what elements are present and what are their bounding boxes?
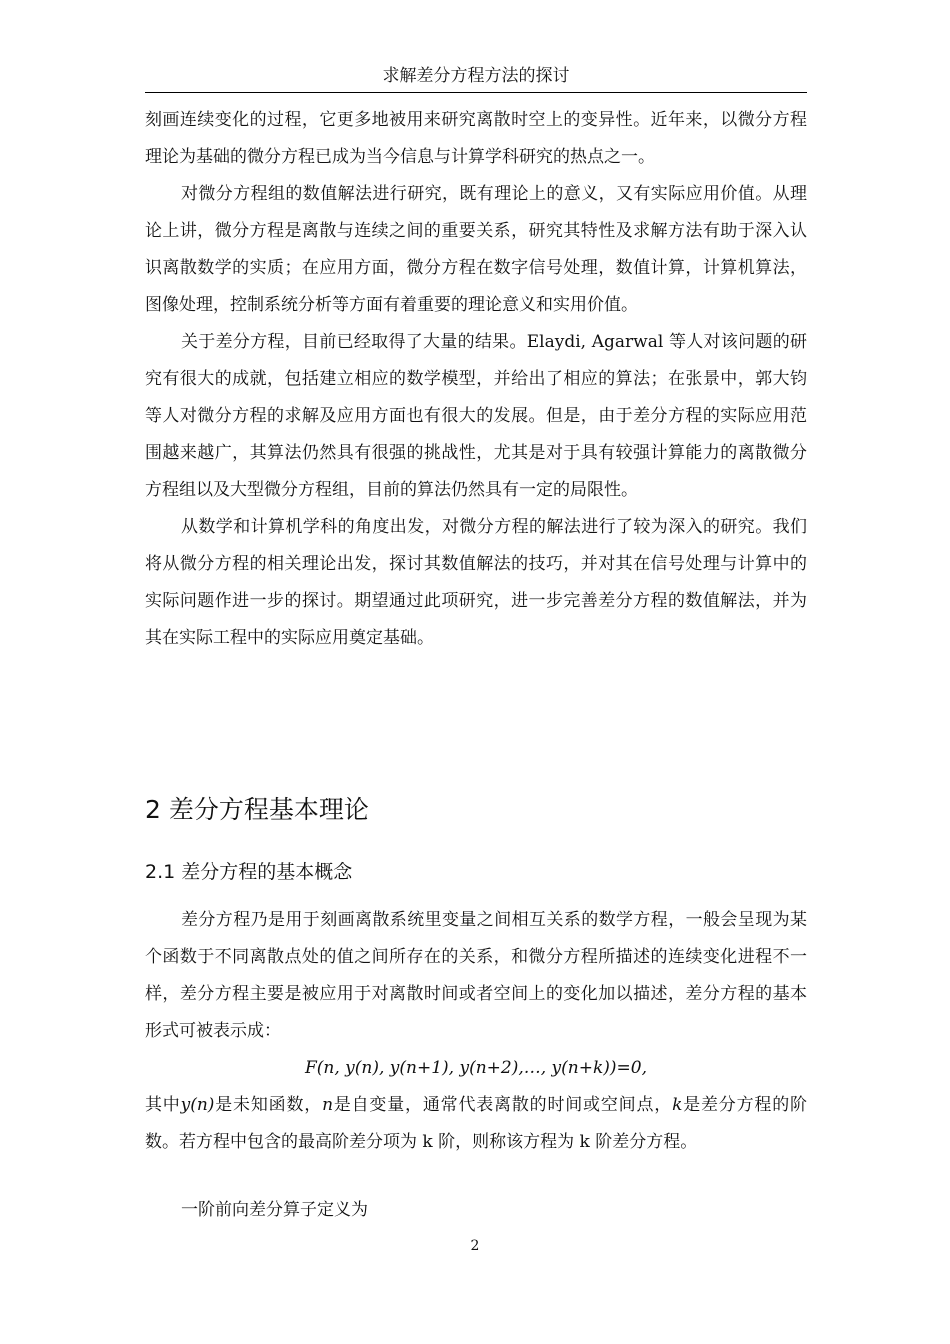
concept-p2-pre: 其中 xyxy=(145,1095,181,1115)
math-k: k xyxy=(672,1095,683,1115)
running-header xyxy=(145,62,807,93)
concept-paragraph-3: 一阶前向差分算子定义为 xyxy=(181,1200,368,1220)
intro-section xyxy=(145,102,807,657)
concept-section xyxy=(145,902,807,1229)
intro-paragraph-3: 关于差分方程，目前已经取得了大量的结果。Elaydi, Agarwal 等人对该问题的研究有很大的成就，包括建立相应的数学模型，并给出了相应的算法；在张景中，郭大钧等人对微分方程的求解及应用方面也有很大的发展。但是，由于差分方程的实际应用范围越来越广，其算法仍然具有很强的挑战性，尤其是对于具有较强计算能力的离散微分方程组以及大型微分方程组，目前的算法仍然具有一定的局限性。 xyxy=(145,332,807,500)
math-y-n: y(n) xyxy=(180,1095,215,1115)
subsection-heading: 2.1 差分方程的基本概念 xyxy=(145,861,353,883)
concept-p2-post: 是差分方程的阶数。若方程中包含的最高阶差分项为 k 阶，则称该方程为 k 阶差分方程。 xyxy=(145,1095,808,1152)
header-title: 求解差分方程方法的探讨 xyxy=(382,66,570,86)
intro-paragraph-4: 从数学和计算机学科的角度出发，对微分方程的解法进行了较为深入的研究。我们将从微分方程的相关理论出发，探讨其数值解法的技巧，并对其在信号处理与计算中的实际问题作进一步的探讨。期望通过此项研究，进一步完善差分方程的数值解法，并为其在实际工程中的实际应用奠定基础。 xyxy=(145,517,807,648)
math-n: n xyxy=(322,1095,334,1115)
page-number: 2 xyxy=(470,1238,480,1254)
concept-p2-mid1: 是未知函数， xyxy=(214,1095,323,1115)
section-heading: 2 差分方程基本理论 xyxy=(145,795,369,824)
intro-paragraph-1: 刻画连续变化的过程，它更多地被用来研究离散时空上的变异性。近年来，以微分方程理论为基础的微分方程已成为当今信息与计算学科研究的热点之一。 xyxy=(145,110,807,167)
concept-p2-mid2: 是自变量，通常代表离散的时间或空间点， xyxy=(333,1095,673,1115)
concept-paragraph-1: 差分方程乃是用于刻画离散系统里变量之间相互关系的数学方程，一般会呈现为某个函数于不同离散点处的值之间所存在的关系，和微分方程所描述的连续变化进程不一样，差分方程主要是被应用于对离散时间或者空间上的变化加以描述，差分方程的基本形式可被表示成： xyxy=(145,910,807,1041)
difference-equation-formula: F(n, y(n), y(n+1), y(n+2),…, y(n+k))=0, xyxy=(304,1058,648,1078)
intro-paragraph-2: 对微分方程组的数值解法进行研究，既有理论上的意义，又有实际应用价值。从理论上讲，微分方程是离散与连续之间的重要关系，研究其特性及求解方法有助于深入认识离散数学的实质；在应用方面，微分方程在数字信号处理，数值计算，计算机算法，图像处理，控制系统分析等方面有着重要的理论意义和实用价值。 xyxy=(145,184,807,315)
concept-paragraph-2 xyxy=(145,1087,807,1161)
